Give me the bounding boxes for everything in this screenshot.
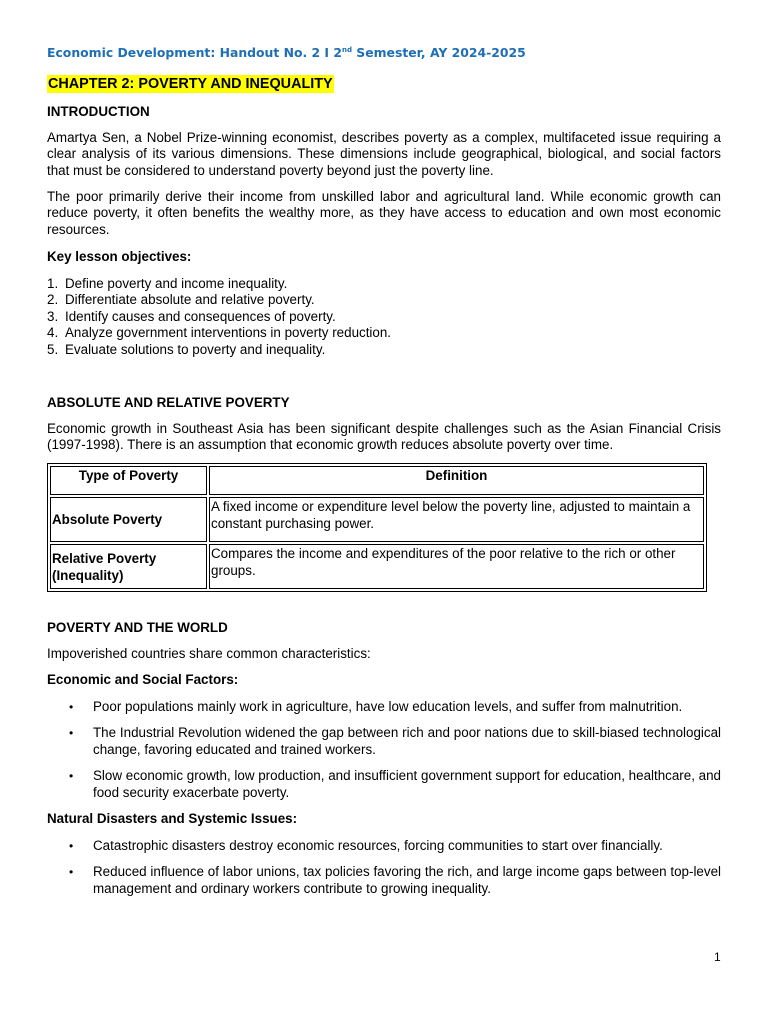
page-number: 1 — [714, 950, 721, 964]
world-intro: Impoverished countries share common characteristics: — [47, 646, 371, 661]
list-item: • The Industrial Revolution widened the gap between rich and poor nations due to skill-biased technological change, favoring educated and trained workers. — [69, 725, 721, 757]
natural-disasters-list — [47, 838, 721, 907]
list-item: • Poor populations mainly work in agriculture, have low education levels, and suffer from malnutrition. — [69, 699, 683, 714]
list-item: 1. Define poverty and income inequality. — [47, 276, 288, 291]
bullet-icon: • — [69, 700, 74, 714]
poverty-table — [47, 463, 707, 592]
table-cell-definition: Compares the income and expenditures of the poor relative to the rich or other groups. — [209, 544, 704, 589]
table-header-definition: Definition — [209, 466, 704, 495]
natural-disasters-heading: Natural Disasters and Systemic Issues: — [47, 811, 298, 826]
objectives-heading: Key lesson objectives: — [47, 249, 192, 264]
list-item: 4. Analyze government interventions in poverty reduction. — [47, 325, 392, 341]
introduction-heading: INTRODUCTION — [47, 104, 150, 119]
absolute-relative-heading: ABSOLUTE AND RELATIVE POVERTY — [47, 395, 290, 410]
list-item: 5. Evaluate solutions to poverty and inequality. — [47, 341, 326, 357]
list-item: • Catastrophic disasters destroy economic resources, forcing communities to start over financially. — [69, 838, 663, 853]
table-header-row — [50, 466, 704, 495]
bullet-icon: • — [69, 865, 74, 880]
intro-paragraph-2: The poor primarily derive their income from unskilled labor and agricultural land. While economic growth can reduce poverty, it often benefits the wealthy more, as they have access to education and own most economic resources. — [47, 189, 721, 237]
economic-social-list — [47, 699, 721, 811]
bullet-icon: • — [69, 769, 74, 784]
table-cell-type: Absolute Poverty — [50, 497, 207, 542]
list-item: • Reduced influence of labor unions, tax policies favoring the rich, and large income gaps between top-level management and ordinary workers contribute to growing inequality. — [69, 864, 721, 896]
objectives-list — [47, 276, 391, 358]
bullet-icon: • — [69, 726, 74, 741]
chapter-title: CHAPTER 2: POVERTY AND INEQUALITY — [48, 76, 333, 92]
table-row — [50, 544, 704, 589]
table-row — [50, 497, 704, 542]
poverty-world-heading: POVERTY AND THE WORLD — [47, 620, 228, 635]
table-cell-definition: A fixed income or expenditure level below the poverty line, adjusted to maintain a constant purchasing power. — [209, 497, 704, 542]
handout-header: Economic Development: Handout No. 2 I 2nd Semester, AY 2024-2025 — [47, 45, 526, 60]
list-item: 3. Identify causes and consequences of poverty. — [47, 308, 336, 324]
intro-paragraph-1: Amartya Sen, a Nobel Prize-winning economist, describes poverty as a complex, multifaceted issue requiring a clear analysis of its various dimensions. These dimensions include geographical, biological, and social factors that must be considered to understand poverty beyond just the poverty line. — [47, 130, 721, 178]
list-item: 2. Differentiate absolute and relative poverty. — [47, 292, 315, 308]
list-item: • Slow economic growth, low production, and insufficient government support for education, healthcare, and food security exacerbate poverty. — [69, 768, 721, 800]
economic-social-heading: Economic and Social Factors: — [47, 672, 239, 687]
absolute-paragraph: Economic growth in Southeast Asia has been significant despite challenges such as the Asian Financial Crisis (1997-1998). There is an assumption that economic growth reduces absolute poverty over time. — [47, 421, 721, 453]
table-header-type: Type of Poverty — [50, 466, 207, 495]
bullet-icon: • — [69, 839, 74, 853]
table-cell-type: Relative Poverty (Inequality) — [50, 544, 207, 589]
